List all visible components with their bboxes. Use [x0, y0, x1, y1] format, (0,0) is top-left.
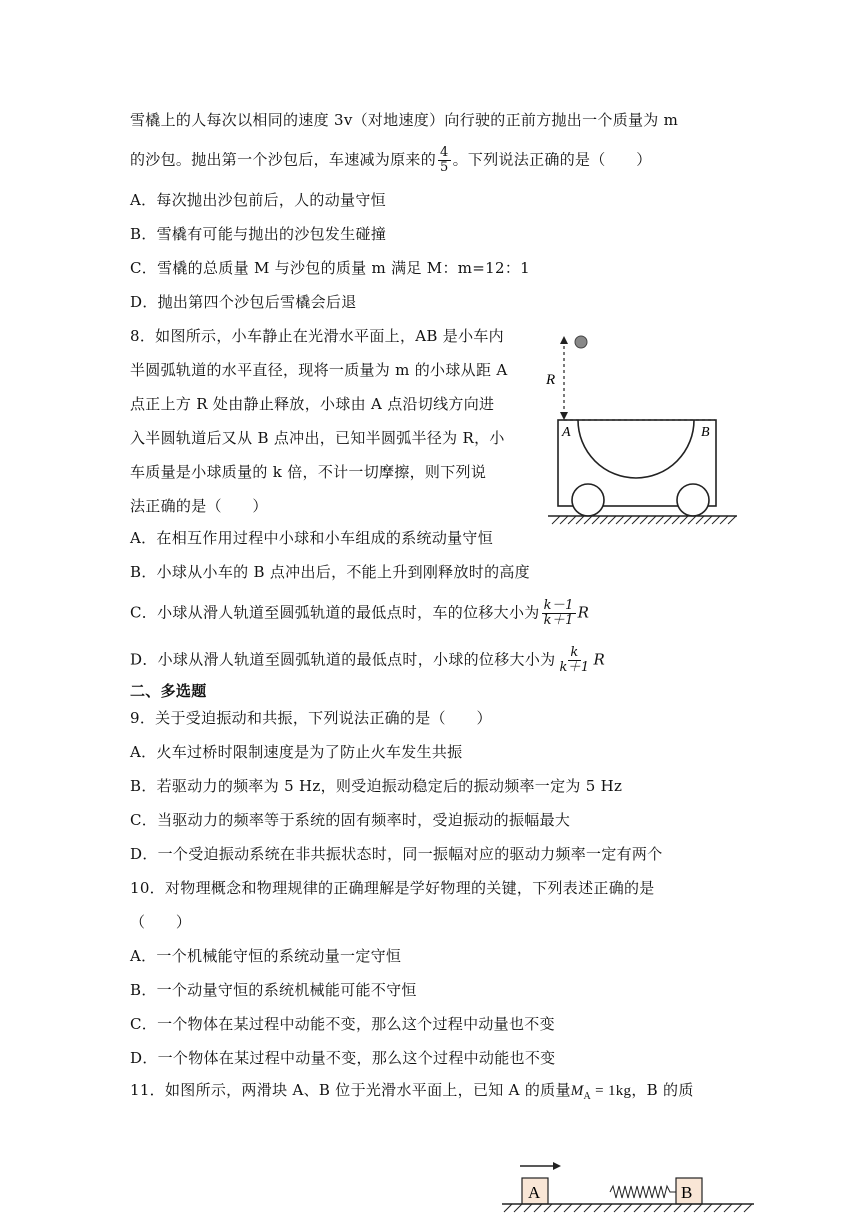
q11-mass-subscript: A	[583, 1091, 592, 1102]
q10-option-b: B．一个动量守恒的系统机械能可能不守恒	[130, 981, 417, 999]
q11-stem-pre: 11．如图所示，两滑块 A、B 位于光滑水平面上，已知 A 的质量	[130, 1081, 571, 1099]
q8-option-c	[130, 599, 589, 628]
q7-option-a: A．每次抛出沙包前后，人的动量守恒	[130, 191, 386, 209]
q9-option-b: B．若驱动力的频率为 5 Hz，则受迫振动稳定后的振动频率一定为 5 Hz	[130, 777, 623, 795]
q9-option-d: D．一个受迫振动系统在非共振状态时，同一振幅对应的驱动力频率一定有两个	[130, 845, 663, 863]
q10-stem-line-2: （ ）	[130, 913, 192, 931]
q10-option-a: A．一个机械能守恒的系统动量一定守恒	[130, 947, 402, 965]
q10-option-c: C．一个物体在某过程中动能不变，那么这个过程中动量也不变	[130, 1015, 555, 1033]
q7-line-2-post: 。下列说法正确的是（ ）	[452, 150, 652, 169]
q11-mass-expression	[570, 1083, 632, 1102]
q7-line-1: 雪橇上的人每次以相同的速度 3v（对地速度）向行驶的正前方抛出一个质量为 m	[130, 111, 679, 129]
q8-option-c-text: C．小球从滑人轨道至圆弧轨道的最低点时，车的位移大小为	[130, 603, 540, 622]
q8-option-d-r: R	[593, 650, 606, 669]
q11-block-b-label: B	[681, 1183, 693, 1202]
q8-option-d-num: k	[570, 645, 579, 660]
q9-stem: 9．关于受迫振动和共振，下列说法正确的是（ ）	[130, 709, 492, 727]
q8-right-wheel	[677, 484, 709, 516]
q8-option-a: A．在相互作用过程中小球和小车组成的系统动量守恒	[130, 529, 494, 547]
q11-mass-symbol: M	[570, 1083, 584, 1099]
q8-cart-figure	[540, 328, 745, 528]
q8-stem-line-1: 8．如图所示，小车静止在光滑水平面上，AB 是小车内	[130, 327, 504, 345]
q8-label-a: A	[562, 425, 571, 440]
q8-stem-line-4: 入半圆轨道后又从 B 点冲出，已知半圆弧半径为 R，小	[130, 429, 505, 447]
section-title-multiple-choice: 二、多选题	[130, 682, 207, 700]
q11-ground-hatching	[504, 1204, 752, 1212]
q8-ground-hatching	[552, 516, 736, 524]
q11-spring	[610, 1186, 676, 1198]
q8-stem-line-2: 半圆弧轨道的水平直径，现将一质量为 m 的小球从距 A	[130, 361, 508, 379]
q7-line-2	[130, 146, 652, 175]
q8-left-wheel	[572, 484, 604, 516]
q8-option-c-num: k－1	[543, 598, 574, 613]
q7-option-b: B．雪橇有可能与抛出的沙包发生碰撞	[130, 225, 387, 243]
q7-frac-num: 4	[440, 145, 449, 160]
q8-arrow-head-up	[560, 336, 568, 344]
q11-velocity-arrow-head	[553, 1162, 561, 1170]
q10-stem-line-1: 10．对物理概念和物理规律的正确理解是学好物理的关键，下列表述正确的是	[130, 879, 655, 897]
q8-semicircle-track	[578, 420, 694, 478]
q8-arrow-head-down	[560, 412, 568, 420]
q8-label-r: R	[546, 372, 556, 388]
q8-stem-line-5: 车质量是小球质量的 k 倍，不计一切摩擦，则下列说	[130, 463, 487, 481]
q11-mass-value: = 1kg	[595, 1083, 632, 1099]
q10-option-d: D．一个物体在某过程中动量不变，那么这个过程中动能也不变	[130, 1049, 556, 1067]
q9-option-c: C．当驱动力的频率等于系统的固有频率时，受迫振动的振幅最大	[130, 811, 571, 829]
q7-fraction	[438, 146, 451, 175]
q7-option-d: D．抛出第四个沙包后雪橇会后退	[130, 293, 357, 311]
q11-block-a-label: A	[528, 1183, 541, 1202]
q8-option-c-den: k＋1	[543, 613, 574, 628]
q8-option-c-r: R	[577, 603, 590, 622]
q8-label-b: B	[701, 425, 710, 440]
q7-option-c: C．雪橇的总质量 M 与沙包的质量 m 满足 M：m=12：1	[130, 259, 530, 277]
q9-option-a: A．火车过桥时限制速度是为了防止火车发生共振	[130, 743, 463, 761]
q11-blocks-figure	[498, 1156, 758, 1216]
q7-line-2-pre: 的沙包。抛出第一个沙包后，车速减为原来的	[130, 150, 437, 169]
q8-option-b: B．小球从小车的 B 点冲出后，不能上升到刚释放时的高度	[130, 563, 530, 581]
q8-option-d	[130, 646, 605, 675]
q11-stem-post: ，B 的质	[631, 1081, 694, 1099]
q7-frac-den: 5	[440, 160, 449, 175]
q11-stem	[130, 1080, 694, 1107]
q8-stem-line-6: 法正确的是（ ）	[130, 497, 268, 515]
q8-option-d-fraction	[557, 646, 591, 675]
q8-option-c-fraction	[542, 599, 576, 628]
q8-option-d-den: k＋1	[559, 660, 590, 675]
q8-stem-line-3: 点正上方 R 处由静止释放，小球由 A 点沿切线方向进	[130, 395, 495, 413]
q8-ball	[575, 336, 587, 348]
q8-option-d-text: D．小球从滑人轨道至圆弧轨道的最低点时，小球的位移大小为	[130, 650, 556, 669]
